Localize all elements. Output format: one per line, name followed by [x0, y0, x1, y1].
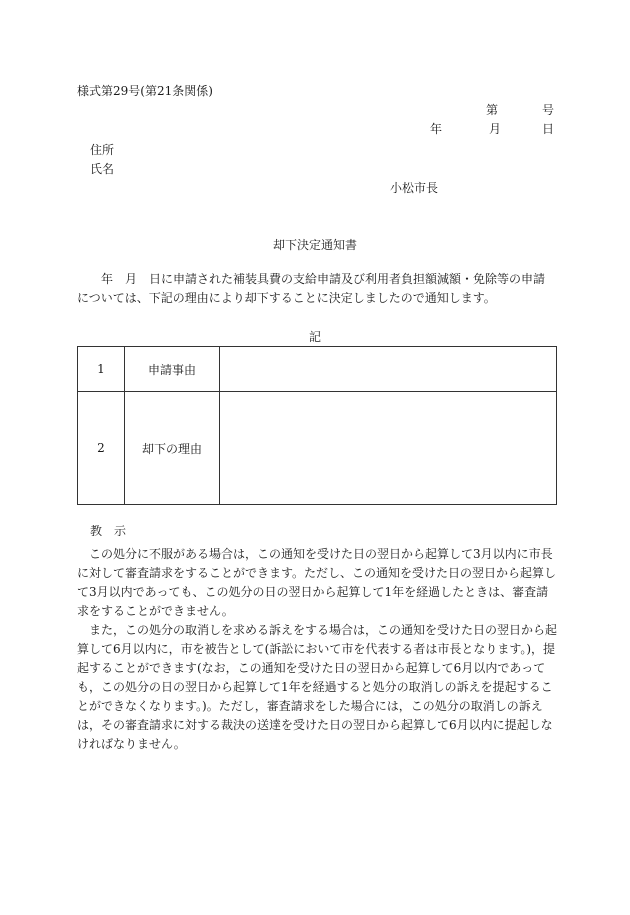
notice-heading: [90, 524, 138, 538]
name-label: 氏名: [90, 162, 115, 176]
table-row: [78, 392, 557, 505]
row-label: 申請事由: [125, 347, 220, 392]
date-month-label: 月: [489, 122, 502, 136]
address-label: 住所: [90, 143, 115, 157]
row-value: [220, 347, 557, 392]
ki-heading: 記: [308, 330, 321, 344]
date-year-label: 年: [430, 122, 443, 136]
form-number: 様式第29号(第21条関係): [77, 84, 213, 98]
document-title: 却下決定通知書: [272, 238, 357, 252]
notice-heading-char: 教: [90, 524, 103, 538]
number-label-dai: 第: [486, 103, 499, 117]
sender-mayor: 小松市長: [390, 181, 439, 195]
details-table: [77, 346, 557, 505]
row-number: 2: [78, 392, 125, 505]
row-value: [220, 392, 557, 505]
intro-paragraph: 年 月 日に申請された補装具費の支給申請及び利用者負担額減額・免除等の申請については、下記の理由により却下することに決定しましたので通知します。: [77, 272, 546, 305]
row-number: 1: [78, 347, 125, 392]
table-row: [78, 347, 557, 392]
date-day-label: 日: [542, 122, 555, 136]
notice-paragraph-1: この処分に不服がある場合は，この通知を受けた日の翌日から起算して3月以内に市長に対して審査請求をすることができます。ただし、この通知を受けた日の翌日から起算して3月以内であっても、この処分の日の翌日から起算して1年を経過したときは、審査請求をすることができません。: [77, 547, 557, 618]
notice-body: [77, 545, 557, 754]
row-label: 却下の理由: [125, 392, 220, 505]
notice-heading-char: 示: [114, 524, 127, 538]
notice-paragraph-2: また，この処分の取消しを求める訴えをする場合は，この通知を受けた日の翌日から起算して6月以内に，市を被告として(訴訟において市を代表する者は市長となります。)，提起することができます(なお，この通知を受けた日の翌日から起算して6月以内であっても，この処分の日の翌日から起算して1年を経過すると処分の取消しの訴えを提起することができなくなります。)。ただし，審査請求をした場合には，この処分の取消しの訴えは，その審査請求に対する裁決の送達を受けた日の翌日から起算して6月以内に提起しなければなりません。: [77, 623, 558, 751]
number-label-go: 号: [542, 103, 555, 117]
